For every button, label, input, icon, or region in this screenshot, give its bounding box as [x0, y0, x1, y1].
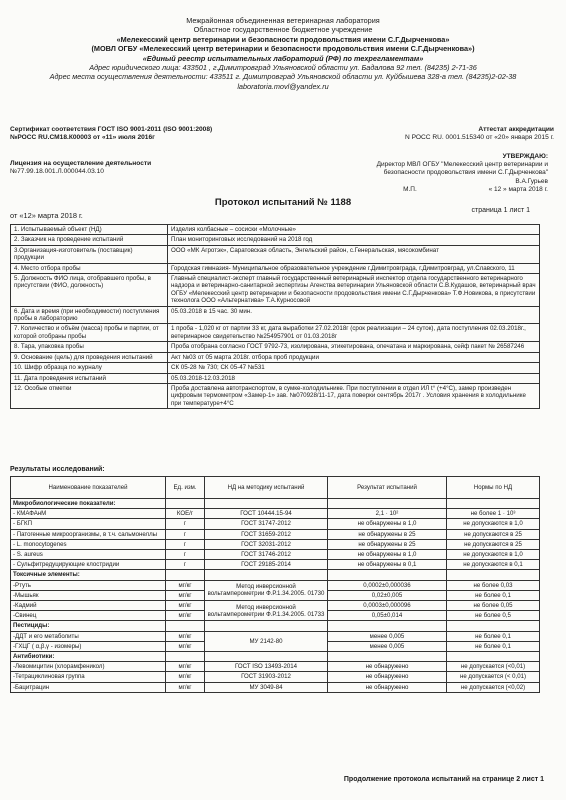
results-row: [11, 601, 540, 611]
license-title: Лицензия на осуществление деятельности: [10, 160, 152, 167]
unit-cell: г: [166, 560, 205, 570]
norm-cell: не более 0,03: [447, 580, 540, 590]
method-cell: ГОСТ 31747-2012: [205, 519, 328, 529]
info-label: 12. Особые отметки: [11, 383, 168, 408]
unit-cell: мг/кг: [166, 641, 205, 651]
empty-cell: [447, 652, 540, 662]
results-group-row: [11, 621, 540, 631]
norm-cell: не допускаются в 25: [447, 539, 540, 549]
norm-cell: не допускаются в 25: [447, 529, 540, 539]
norm-cell: не более 0,1: [447, 631, 540, 641]
result-cell: не обнаружено: [328, 672, 447, 682]
empty-cell: [166, 652, 205, 662]
approval-title: УТВЕРЖДАЮ:: [502, 153, 548, 160]
indicator-name: - L. monocytogenes: [11, 539, 166, 549]
unit-cell: КОЕ/г: [166, 509, 205, 519]
header-line-6: Адрес юридического лица: 433501 , г.Димитровград Ульяновской области ул. Бадалова 92 тел. (84235) 2-71-36: [89, 63, 477, 73]
info-label: 9. Основание (цель) для проведения испытаний: [11, 352, 168, 362]
empty-cell: [205, 652, 328, 662]
info-row: [11, 342, 540, 352]
results-group-row: [11, 499, 540, 509]
method-cell: ГОСТ 31659-2012: [205, 529, 328, 539]
results-row: [11, 631, 540, 641]
norm-cell: не более 1 · 10³: [447, 509, 540, 519]
info-value: СК 05-28 № 730; СК 05-47 №531: [168, 363, 540, 373]
method-cell: Метод инверсионной вольтамперометрии Ф.Р.1.34.2005. 01733: [205, 601, 328, 621]
license-number: №77.99.18.001.Л.000044.03.10: [10, 168, 104, 176]
group-label: Токсичные элементы:: [11, 570, 166, 580]
unit-cell: г: [166, 519, 205, 529]
header-line-3: «Мелекесский центр ветеринарии и безопасности продовольствия имени С.Г.Дырченкова»: [116, 34, 450, 44]
info-row: [11, 324, 540, 342]
info-value: Изделия колбасные – сосиски «Молочные»: [168, 225, 540, 235]
unit-cell: мг/кг: [166, 672, 205, 682]
unit-cell: мг/кг: [166, 631, 205, 641]
info-label: 11. Дата проведения испытаний: [11, 373, 168, 383]
norm-cell: не допускаются в 0,1: [447, 560, 540, 570]
result-cell: 2,1 · 10²: [328, 509, 447, 519]
empty-cell: [205, 499, 328, 509]
empty-cell: [447, 570, 540, 580]
unit-cell: г: [166, 539, 205, 549]
empty-cell: [166, 499, 205, 509]
info-value: Акт №03 от 05 марта 2018г. отбора проб продукции: [168, 352, 540, 362]
results-row: [11, 550, 540, 560]
indicator-name: -Ртуть: [11, 580, 166, 590]
result-cell: не обнаружено: [328, 682, 447, 692]
results-group-row: [11, 652, 540, 662]
info-value: 05.03.2018-12.03.2018: [168, 373, 540, 383]
header-line-1: Межрайонная объединенная ветеринарная лаборатория: [186, 16, 380, 25]
method-cell: ГОСТ 31746-2012: [205, 550, 328, 560]
info-value: Проба доставлена автотранспортом, в сумке-холодильнике. При поступлении в отдел ИЛ t° (+4°С), замер произведен цифровым термометром «Замер-1» зав. №070928/11-17, дата поверки сентябрь 2017г . Условия хранения в холодильнике при температуре+4°С: [168, 383, 540, 408]
header-line-7: Адрес места осуществления деятельности: 433511 г. Димитровград Ульяновской области ул. Куйбышева 328-а тел. (84235)2-02-38: [49, 72, 517, 82]
header-cell: Нормы по НД: [447, 477, 540, 499]
header-cell: Наименование показателей: [11, 477, 166, 499]
results-row: [11, 580, 540, 590]
empty-cell: [328, 499, 447, 509]
result-cell: не обнаружены в 1,0: [328, 519, 447, 529]
empty-cell: [328, 621, 447, 631]
group-label: Микробиологические показатели:: [11, 499, 166, 509]
approval-line-1: Директор МВЛ ОГБУ "Мелекесский центр ветеринарии и: [376, 161, 548, 169]
approval-stamp-mark: М.П.: [403, 185, 417, 193]
approval-signatory: В.А.Гурьев: [515, 177, 548, 185]
results-row: [11, 509, 540, 519]
info-label: 1. Испытываемый объект (НД): [11, 225, 168, 235]
norm-cell: не допускаются в 1,0: [447, 519, 540, 529]
norm-cell: не допускается (< 0,01): [447, 672, 540, 682]
result-cell: 0,02±0,005: [328, 590, 447, 600]
protocol-title: Протокол испытаний № 1188: [214, 197, 352, 208]
empty-cell: [205, 621, 328, 631]
info-value: Проба отобрана согласно ГОСТ 9792-73, изолирована, этикетирована, опечатана и маркирована, сейф пакет № 26587246: [168, 342, 540, 352]
protocol-date: от «12» марта 2018 г.: [10, 211, 83, 220]
indicator-name: - Патогенные микроорганизмы, в т.ч. сальмонеллы: [11, 529, 166, 539]
result-cell: не обнаружены в 25: [328, 539, 447, 549]
license-block: [10, 160, 151, 177]
method-cell: Метод инверсионной вольтамперометрии Ф.Р.1.34.2005. 01730: [205, 580, 328, 600]
results-row: [11, 672, 540, 682]
info-value: 1 проба - 1,020 кг от партии 33 кг, дата выработки 27.02.2018г (срок реализации – 24 суток), дата поступления 02.03.2018г., ветеринарное свидетельство №254957901 от 01.03.2018г: [168, 324, 540, 342]
sample-info-table: [10, 224, 540, 409]
approval-date: « 12 » марта 2018 г.: [488, 185, 548, 193]
indicator-name: -Кадмий: [11, 601, 166, 611]
empty-cell: [166, 621, 205, 631]
indicator-name: -Свинец: [11, 611, 166, 621]
approval-date-row: [298, 186, 548, 194]
results-header-row: [11, 477, 540, 499]
method-cell: ГОСТ 32031-2012: [205, 539, 328, 549]
info-value: Городская гимназия- Муниципальное образовательное учреждение г.Димитровграда, г.Димитровград, ул.Славского, 11: [168, 263, 540, 273]
method-cell: ГОСТ 10444.15-94: [205, 509, 328, 519]
method-cell: ГОСТ 29185-2014: [205, 560, 328, 570]
info-label: 3.Организация-изготовитель (поставщик) продукции: [11, 245, 168, 263]
header-cell: Результат испытаний: [328, 477, 447, 499]
indicator-name: -Тетрациклиновая группа: [11, 672, 166, 682]
indicator-name: -ДДТ и его метаболиты: [11, 631, 166, 641]
info-row: [11, 306, 540, 324]
continuation-note: Продолжение протокола испытаний на странице 2 лист 1: [343, 776, 544, 783]
info-value: ООО «МК Агротэк», Саратовская область, Энгельский район, с.Генеральская, мясокомбинат: [168, 245, 540, 263]
info-row: [11, 274, 540, 307]
results-row: [11, 682, 540, 692]
indicator-name: -ГХЦГ ( α,β,γ - изомеры): [11, 641, 166, 651]
result-cell: менее 0,005: [328, 641, 447, 651]
protocol-page-info: страница 1 лист 1: [471, 207, 530, 214]
approval-block: [298, 153, 548, 194]
indicator-name: -Бацитрацин: [11, 682, 166, 692]
norm-cell: не более 0,1: [447, 641, 540, 651]
norm-cell: не более 0,05: [447, 601, 540, 611]
unit-cell: мг/кг: [166, 580, 205, 590]
result-cell: менее 0,005: [328, 631, 447, 641]
empty-cell: [447, 499, 540, 509]
result-cell: не обнаружены в 25: [328, 529, 447, 539]
empty-cell: [205, 570, 328, 580]
info-row: [11, 263, 540, 273]
unit-cell: мг/кг: [166, 611, 205, 621]
group-label: Пестициды:: [11, 621, 166, 631]
unit-cell: мг/кг: [166, 601, 205, 611]
group-label: Антибиотики:: [11, 652, 166, 662]
certificate-block: [10, 126, 212, 143]
header-line-5: «Единый реестр испытательных лабораторий (РФ) по техрегламентам»: [142, 53, 424, 63]
results-group-row: [11, 570, 540, 580]
info-row: [11, 235, 540, 245]
info-row: [11, 352, 540, 362]
info-row: [11, 373, 540, 383]
certificate-title: Сертификат соответствия ГОСТ ISO 9001-2011 (ISO 9001:2008): [10, 126, 213, 133]
info-value: План мониторинговых исследований на 2018 год: [168, 235, 540, 245]
empty-cell: [447, 621, 540, 631]
method-cell: МУ 3049-84: [205, 682, 328, 692]
header-email: laboratoria.movl@yandex.ru: [237, 81, 329, 91]
info-value: 05.03.2018 в 15 час. 30 мин.: [168, 306, 540, 324]
info-label: 10. Шифр образца по журналу: [11, 363, 168, 373]
header-cell: НД на методику испытаний: [205, 477, 328, 499]
indicator-name: - S. aureus: [11, 550, 166, 560]
empty-cell: [328, 652, 447, 662]
result-cell: 0,0003±0,000096: [328, 601, 447, 611]
norm-cell: не более 0,5: [447, 611, 540, 621]
info-label: 7. Количество и объём (масса) пробы и партии, от которой отобраны пробы: [11, 324, 168, 342]
method-cell: МУ 2142-80: [205, 631, 328, 651]
empty-cell: [166, 570, 205, 580]
result-cell: не обнаружены в 0,1: [328, 560, 447, 570]
result-cell: не обнаружено: [328, 662, 447, 672]
norm-cell: не допускается (<0,01): [447, 662, 540, 672]
results-title: Результаты исследований:: [10, 466, 105, 473]
norm-cell: не допускается (<0,02): [447, 682, 540, 692]
results-row: [11, 519, 540, 529]
accreditation-number: N РОСС RU. 0001.515340 от «20» января 2015 г.: [405, 134, 554, 142]
info-row: [11, 383, 540, 408]
method-cell: ГОСТ ISO 13493-2014: [205, 662, 328, 672]
accreditation-block: [405, 126, 554, 143]
header-line-4: (МОВЛ ОГБУ «Мелекесский центр ветеринарии и безопасности продовольствия имени С.Г.Дырченкова»): [91, 44, 475, 54]
results-row: [11, 560, 540, 570]
results-row: [11, 529, 540, 539]
lab-header: [40, 16, 526, 91]
results-row: [11, 539, 540, 549]
indicator-name: -Мышьяк: [11, 590, 166, 600]
info-value: Главный специалист-эксперт главный государственный ветеринарный инспектор отдела государственного ветеринарного надзора и ветеринарно-санитарной экспертизы Агенства ветеринарии Ульяновской области С.В.Кудашов, ветеринарный врач ОГБУ «Мелекесский центр ветеринарии и безопасности продовольствия имени С.Г.Дырченкова» Т.Ф.Новикова, в присутствии технолога ООО «Альтернатива» Т.А.Курносовой: [168, 274, 540, 307]
indicator-name: -Левомицитин (хлорамфеникол): [11, 662, 166, 672]
unit-cell: мг/кг: [166, 662, 205, 672]
header-line-2: Областное государственное бюджетное учреждение: [193, 25, 373, 35]
method-cell: ГОСТ 31903-2012: [205, 672, 328, 682]
header-cell: Ед. изм.: [166, 477, 205, 499]
unit-cell: мг/кг: [166, 682, 205, 692]
result-cell: 0,05±0,014: [328, 611, 447, 621]
accreditation-title: Аттестат аккредитации: [478, 126, 554, 133]
approval-line-2: безопасности продовольствия имени С.Г.Дырченкова": [383, 169, 548, 177]
indicator-name: - КМАФАнМ: [11, 509, 166, 519]
result-cell: 0,0002±0,000036: [328, 580, 447, 590]
empty-cell: [328, 570, 447, 580]
norm-cell: не более 0,1: [447, 590, 540, 600]
info-label: 8. Тара, упаковка пробы: [11, 342, 168, 352]
certificate-number: №РОСС RU.СМ18.К00003 от «11» июля 2016г: [10, 134, 155, 142]
unit-cell: мг/кг: [166, 590, 205, 600]
unit-cell: г: [166, 550, 205, 560]
results-row: [11, 662, 540, 672]
info-row: [11, 245, 540, 263]
info-label: 4. Место отбора пробы: [11, 263, 168, 273]
info-label: 5. Должность ФИО лица, отобравшего пробы, в присутствии (ФИО, должность): [11, 274, 168, 307]
info-label: 6. Дата и время (при необходимости) поступления пробы в лабораторию: [11, 306, 168, 324]
norm-cell: не допускаются в 1,0: [447, 550, 540, 560]
info-row: [11, 363, 540, 373]
results-table: [10, 476, 540, 693]
info-label: 2. Заказчик на проведение испытаний: [11, 235, 168, 245]
indicator-name: - БГКП: [11, 519, 166, 529]
indicator-name: - Сульфитредуцирующие клостридии: [11, 560, 166, 570]
unit-cell: г: [166, 529, 205, 539]
result-cell: не обнаружены в 1,0: [328, 550, 447, 560]
info-row: [11, 225, 540, 235]
